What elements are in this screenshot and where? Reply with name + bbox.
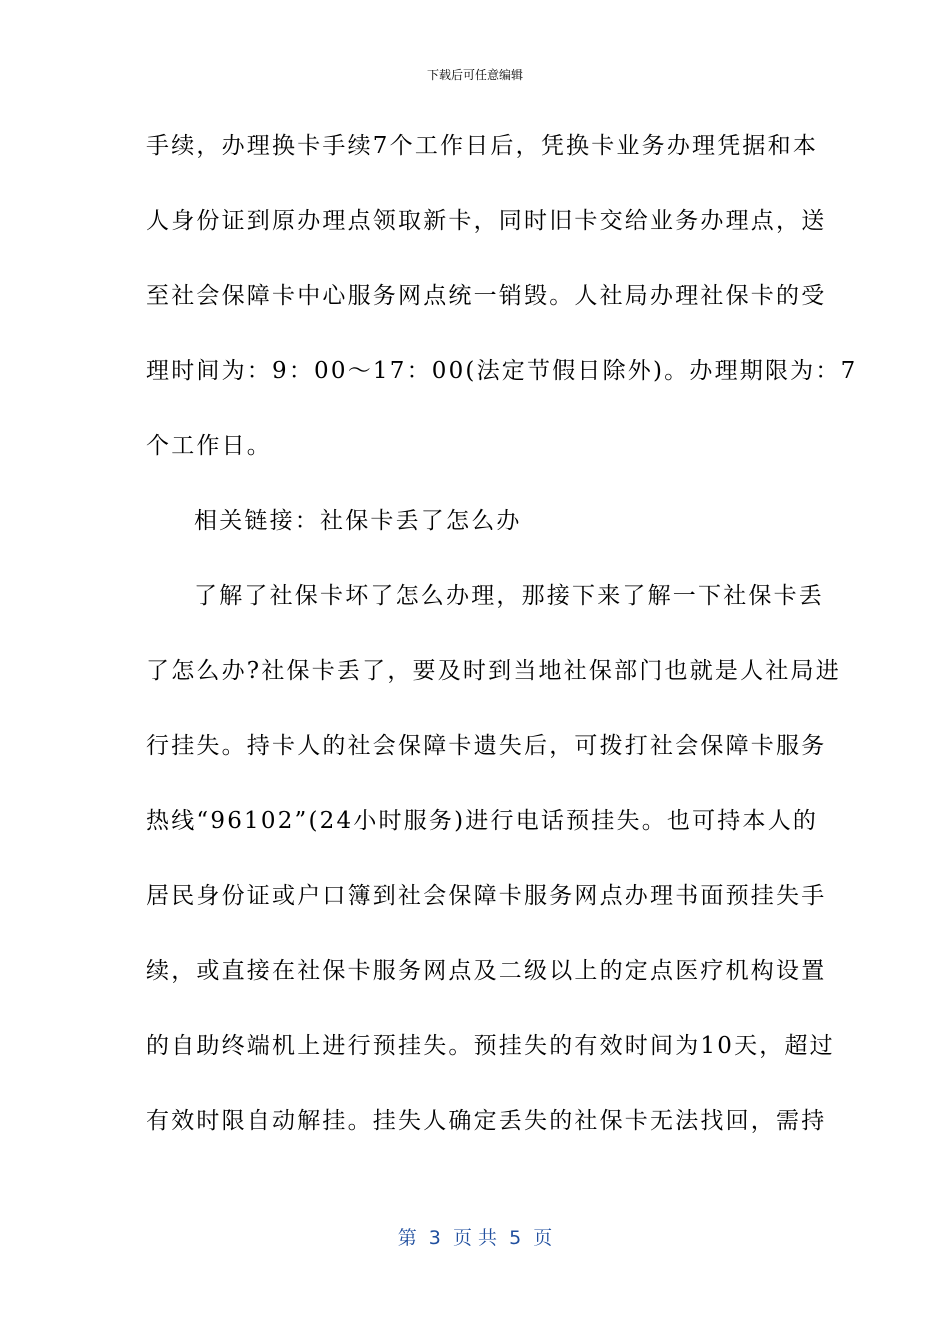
document-body: [146, 122, 858, 1172]
text-line-10: 热线“96102”(24小时服务)进行电话预挂失。也可持本人的: [146, 808, 819, 834]
text-line-5: 个工作日。: [146, 433, 272, 459]
text-line-2: 人身份证到原办理点领取新卡，同时旧卡交给业务办理点，送: [146, 208, 827, 234]
page-number-footer: 第 3 页 共 5 页: [397, 1227, 553, 1249]
text-line-1: 手续，办理换卡手续7个工作日后，凭换卡业务办理凭据和本: [146, 133, 819, 159]
text-line-13: 的自助终端机上进行预挂失。预挂失的有效时间为10天，超过: [146, 1033, 835, 1059]
page-header: 下载后可任意编辑: [426, 68, 523, 82]
text-line-14: 有效时限自动解挂。挂失人确定丢失的社保卡无法找回，需持: [146, 1108, 827, 1134]
text-line-7: 了解了社保卡坏了怎么办理，那接下来了解一下社保卡丢: [194, 583, 824, 609]
text-line-8: 了怎么办?社保卡丢了，要及时到当地社保部门也就是人社局进: [146, 658, 841, 684]
text-line-9: 行挂失。持卡人的社会保障卡遗失后，可拨打社会保障卡服务: [146, 733, 827, 759]
text-line-11: 居民身份证或户口簿到社会保障卡服务网点办理书面预挂失手: [146, 883, 827, 909]
text-line-3: 至社会保障卡中心服务网点统一销毁。人社局办理社保卡的受: [146, 283, 827, 309]
related-link-heading: 相关链接：社保卡丢了怎么办: [194, 508, 522, 534]
text-line-12: 续，或直接在社保卡服务网点及二级以上的定点医疗机构设置: [146, 958, 827, 984]
text-line-4: 理时间为：9：00～17：00(法定节假日除外)。办理期限为：7: [146, 358, 858, 384]
